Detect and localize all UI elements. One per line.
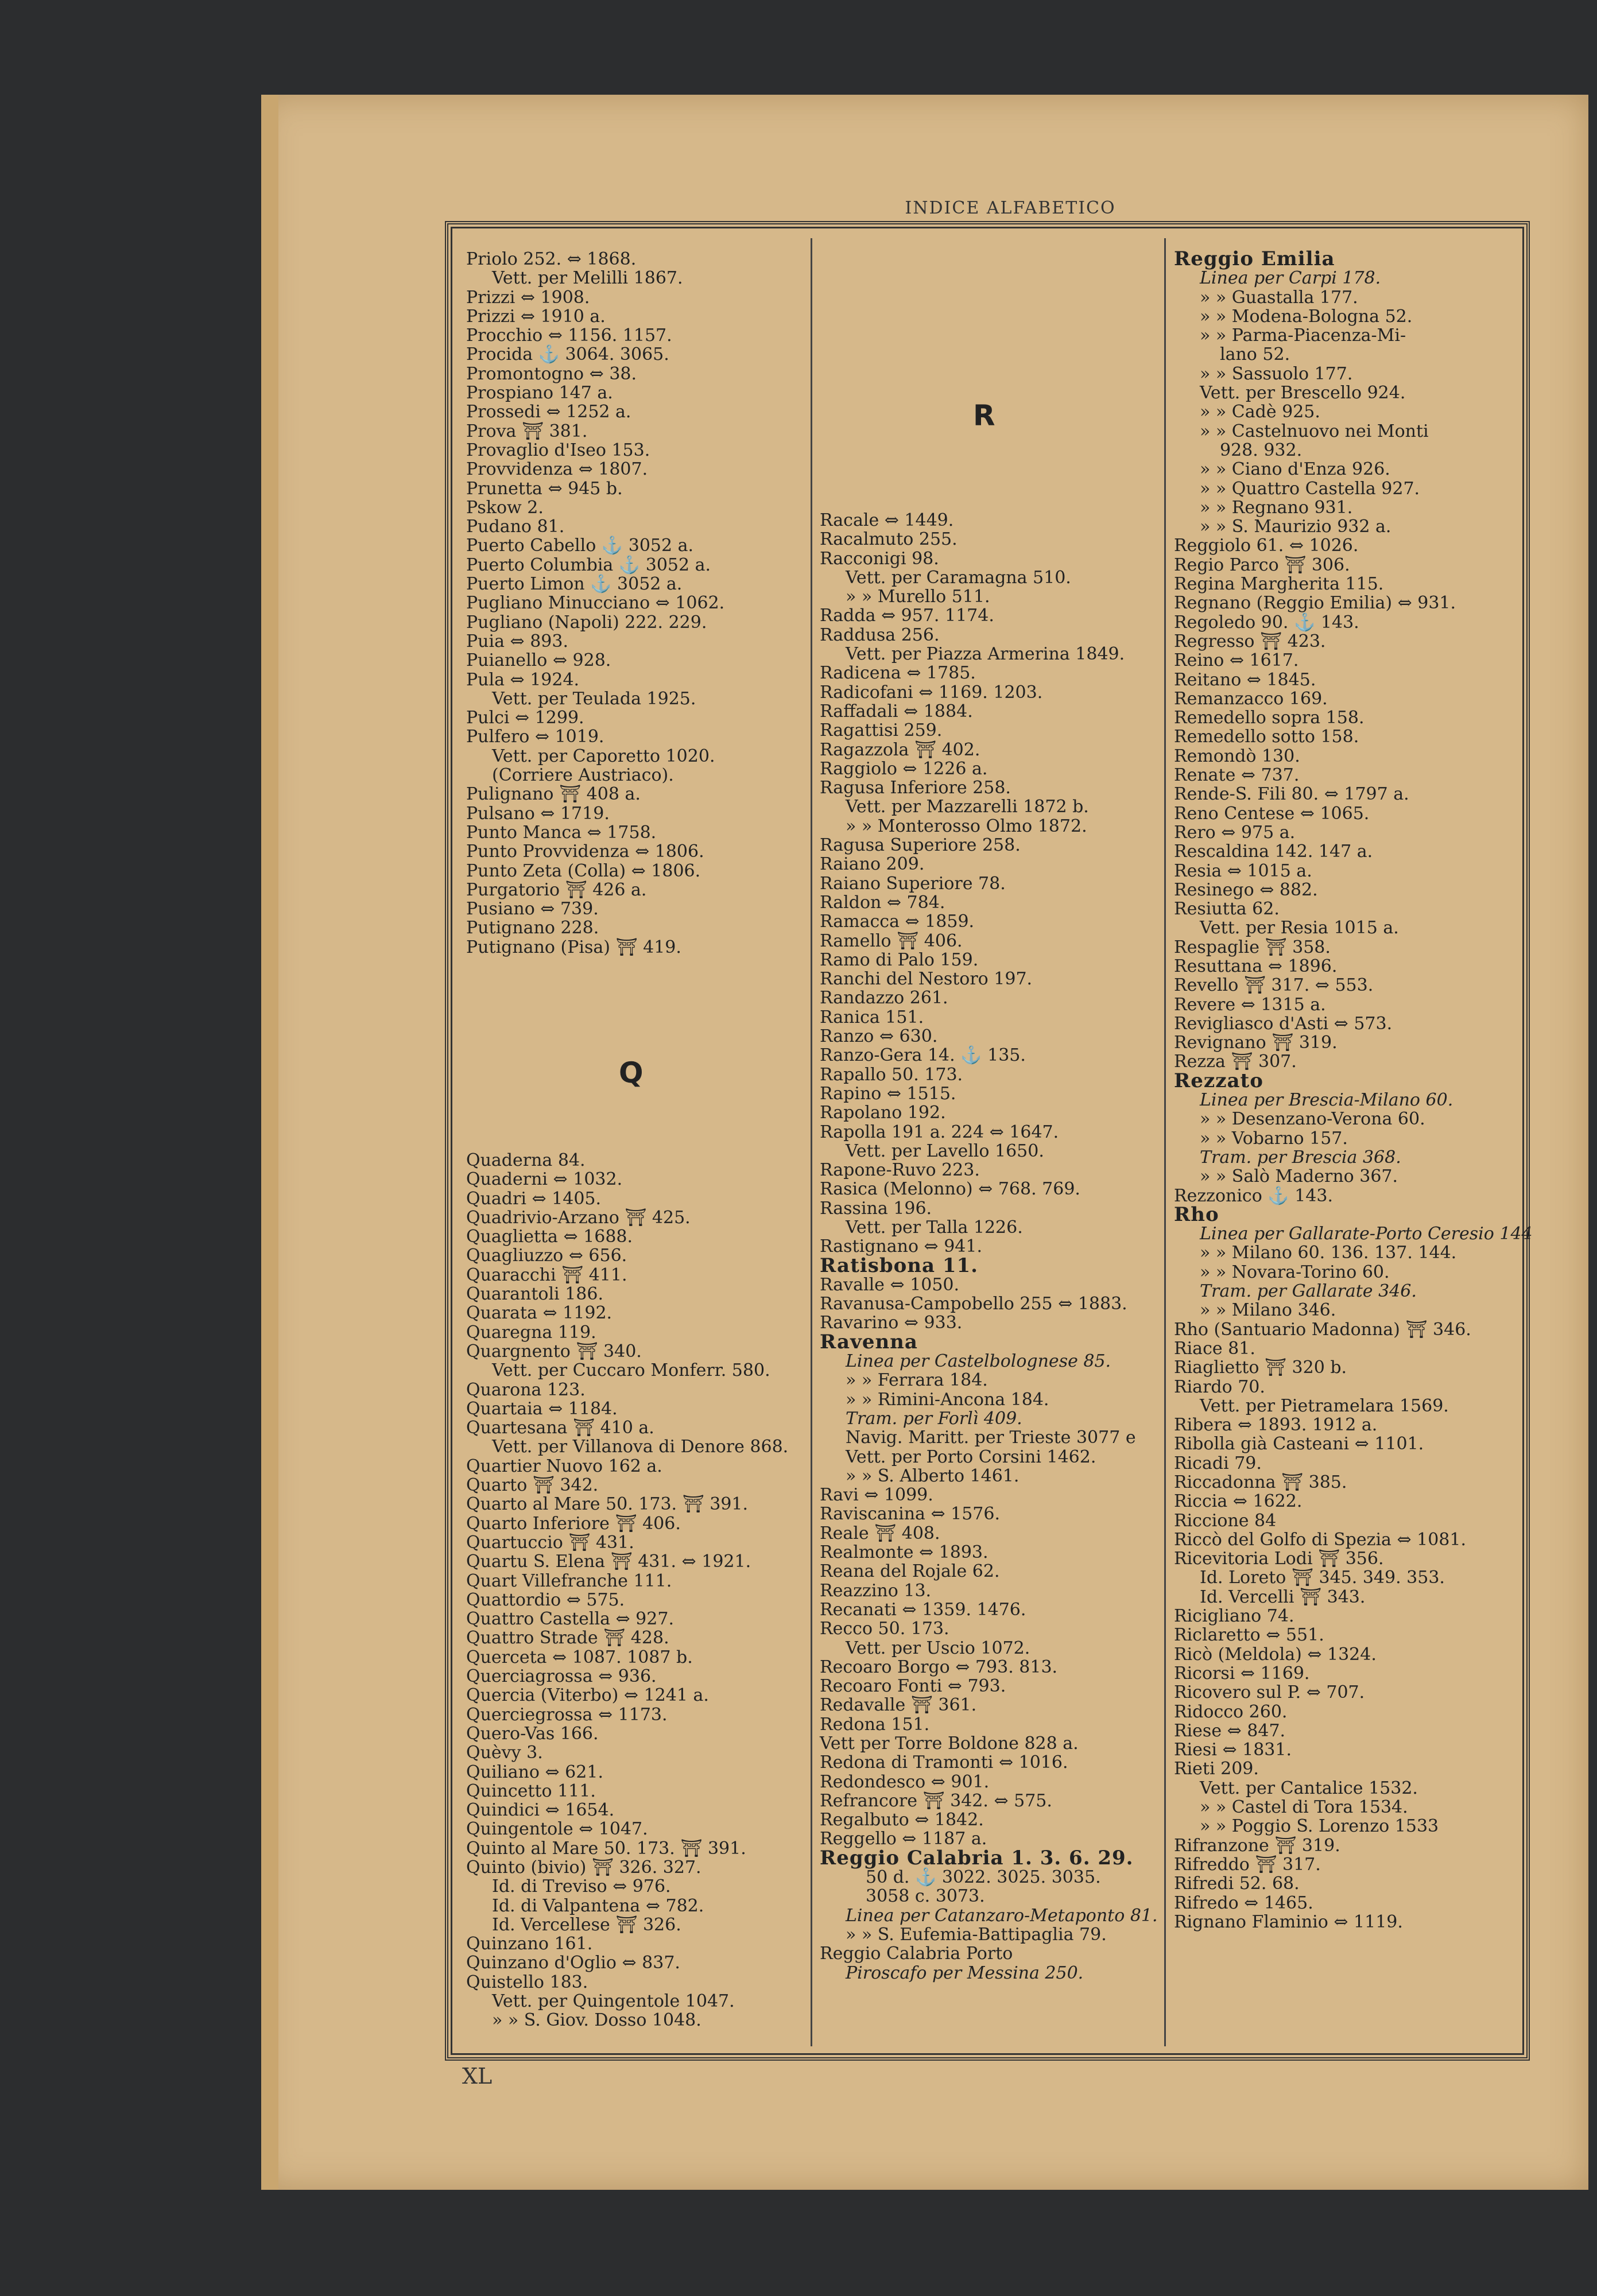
index-entry: Id. di Treviso ⇔ 976. <box>492 1876 671 1897</box>
index-entry: » » Parma-Piacenza-Mi- <box>1200 325 1406 346</box>
index-entry: » » Guastalla 177. <box>1200 287 1358 308</box>
index-entry: Quarto ⛩ 342. <box>466 1475 599 1496</box>
index-entry: Quarto Inferiore ⛩ 406. <box>466 1513 681 1534</box>
index-entry: Quinzano 161. <box>466 1934 593 1954</box>
index-entry: 928. 932. <box>1220 440 1303 460</box>
index-entry: Punto Manca ⇔ 1758. <box>466 822 657 843</box>
index-entry: Quercia (Viterbo) ⇔ 1241 a. <box>466 1685 709 1706</box>
section-letter-r: R <box>973 399 995 432</box>
index-entry: Quero-Vas 166. <box>466 1723 599 1744</box>
index-entry: Raddusa 256. <box>820 625 940 645</box>
index-entry: Revignano ⛩ 319. <box>1174 1033 1338 1053</box>
index-entry: Quattro Castella ⇔ 927. <box>466 1609 674 1630</box>
index-entry: » » Modena-Bologna 52. <box>1200 306 1413 327</box>
index-entry: Reale ⛩ 408. <box>820 1523 940 1543</box>
index-entry: Reino ⇔ 1617. <box>1174 650 1299 671</box>
index-entry: Id. Vercelli ⛩ 343. <box>1200 1587 1366 1607</box>
index-entry: Quiliano ⇔ 621. <box>466 1762 603 1782</box>
index-entry: Quinto (bivio) ⛩ 326. 327. <box>466 1857 701 1878</box>
index-entry: Riaglietto ⛩ 320 b. <box>1174 1358 1347 1378</box>
index-entry: Rasica (Melonno) ⇔ 768. 769. <box>820 1179 1080 1200</box>
index-entry: Vett. per Caporetto 1020. <box>492 746 715 766</box>
index-entry: Linea per Catanzaro-Metaponto 81. <box>846 1905 1158 1926</box>
index-entry: Ridocco 260. <box>1174 1701 1288 1722</box>
index-entry: Ramo di Palo 159. <box>820 949 979 970</box>
index-entry: Riesi ⇔ 1831. <box>1174 1740 1292 1760</box>
index-entry: Pusiano ⇔ 739. <box>466 899 599 920</box>
index-entry: Radicofani ⇔ 1169. 1203. <box>820 682 1043 703</box>
index-entry: Redona di Tramonti ⇔ 1016. <box>820 1752 1068 1773</box>
index-entry: Vett. per Uscio 1072. <box>846 1638 1030 1658</box>
index-entry: Rifreddo ⛩ 317. <box>1174 1854 1321 1875</box>
index-entry: Tram. per Gallarate 346. <box>1200 1281 1417 1302</box>
index-entry: Rezzato <box>1174 1069 1263 1092</box>
index-entry: Ricorsi ⇔ 1169. <box>1174 1663 1310 1684</box>
index-entry: Ranica 151. <box>820 1007 924 1027</box>
index-entry: Quindici ⇔ 1654. <box>466 1800 615 1821</box>
index-entry: Ramello ⛩ 406. <box>820 930 963 951</box>
index-entry: Racalmuto 255. <box>820 529 958 550</box>
index-entry: Riclaretto ⇔ 551. <box>1174 1625 1324 1646</box>
index-entry: Pula ⇔ 1924. <box>466 669 580 690</box>
index-entry: Quarantoli 186. <box>466 1284 603 1305</box>
page-header: INDICE ALFABETICO <box>905 198 1116 218</box>
index-entry: Recoaro Fonti ⇔ 793. <box>820 1676 1006 1697</box>
index-entry: Rastignano ⇔ 941. <box>820 1236 983 1257</box>
index-entry: Quadri ⇔ 1405. <box>466 1188 602 1209</box>
index-entry: Rende-S. Fili 80. ⇔ 1797 a. <box>1174 784 1409 805</box>
index-entry: Rezza ⛩ 307. <box>1174 1052 1297 1072</box>
index-entry: Id. Loreto ⛩ 345. 349. 353. <box>1200 1568 1445 1588</box>
index-entry: Ricadi 79. <box>1174 1453 1262 1473</box>
index-entry: Randazzo 261. <box>820 988 948 1009</box>
index-entry: » » Murello 511. <box>846 587 990 607</box>
index-entry: Rifranzone ⛩ 319. <box>1174 1835 1340 1856</box>
index-entry: Vett. per Melilli 1867. <box>492 268 683 289</box>
column-rule <box>811 238 812 2046</box>
index-entry: Vett. per Porto Corsini 1462. <box>846 1446 1096 1467</box>
index-entry: » » Ciano d'Enza 926. <box>1200 459 1390 480</box>
index-entry: Vett. per Lavello 1650. <box>846 1141 1044 1161</box>
index-entry: Vett. per Resia 1015 a. <box>1200 918 1399 938</box>
index-entry: Querciegrossa ⇔ 1173. <box>466 1704 668 1725</box>
index-entry: Regoledo 90. ⚓ 143. <box>1174 612 1359 633</box>
index-entry: Resia ⇔ 1015 a. <box>1174 860 1312 881</box>
index-entry: Quarto al Mare 50. 173. ⛩ 391. <box>466 1494 749 1515</box>
index-entry: Navig. Maritt. per Trieste 3077 e <box>846 1428 1136 1448</box>
index-entry: Tram. per Forlì 409. <box>846 1408 1022 1429</box>
index-entry: Ricigliano 74. <box>1174 1606 1294 1627</box>
index-entry: Quartuccio ⛩ 431. <box>466 1532 634 1553</box>
index-entry: Quartier Nuovo 162 a. <box>466 1456 662 1476</box>
index-entry: Id. di Valpantena ⇔ 782. <box>492 1895 704 1916</box>
index-entry: Riese ⇔ 847. <box>1174 1720 1286 1741</box>
index-entry: Ribera ⇔ 1893. 1912 a. <box>1174 1415 1378 1436</box>
index-entry: Punto Provvidenza ⇔ 1806. <box>466 841 704 862</box>
section-letter-q: Q <box>619 1056 644 1089</box>
index-entry: Ravi ⇔ 1099. <box>820 1485 933 1506</box>
index-entry: » » Castelnuovo nei Monti <box>1200 421 1429 441</box>
index-entry: Resinego ⇔ 882. <box>1174 879 1318 900</box>
index-entry: Reggio Calabria Porto <box>820 1944 1013 1964</box>
index-entry: Quartesana ⛩ 410 a. <box>466 1418 654 1438</box>
index-entry: Ragusa Inferiore 258. <box>820 778 1011 798</box>
index-entry: Remanzacco 169. <box>1174 688 1328 709</box>
index-entry: Vett. per Cuccaro Monferr. 580. <box>492 1360 770 1381</box>
index-entry: Id. Vercellese ⛩ 326. <box>492 1914 681 1935</box>
index-entry: Rifredo ⇔ 1465. <box>1174 1892 1313 1913</box>
index-column-1 <box>466 250 805 957</box>
index-entry: Promontogno ⇔ 38. <box>466 363 637 384</box>
index-entry: Racale ⇔ 1449. <box>820 510 954 530</box>
index-entry: Ranzo ⇔ 630. <box>820 1026 938 1047</box>
index-entry: Ragusa Superiore 258. <box>820 835 1021 856</box>
index-entry: » » Sassuolo 177. <box>1200 363 1353 384</box>
index-entry: Regresso ⛩ 423. <box>1174 631 1326 651</box>
index-entry: Provvidenza ⇔ 1807. <box>466 459 648 480</box>
index-entry: Quattro Strade ⛩ 428. <box>466 1628 669 1649</box>
index-entry: Linea per Brescia-Milano 60. <box>1200 1090 1453 1111</box>
page-edge <box>261 95 278 2190</box>
index-entry: Puia ⇔ 893. <box>466 631 568 651</box>
index-entry: Quistello 183. <box>466 1972 588 1992</box>
page-number: XL <box>462 2064 493 2089</box>
index-entry: » » Regnano 931. <box>1200 497 1353 518</box>
index-entry: Remondò 130. <box>1174 746 1300 766</box>
index-entry: Prizzi ⇔ 1910 a. <box>466 306 606 327</box>
index-entry: Vett. per Villanova di Denore 868. <box>492 1437 789 1457</box>
index-entry: Redavalle ⛩ 361. <box>820 1695 977 1716</box>
index-entry: Reana del Rojale 62. <box>820 1561 1000 1582</box>
index-entry: » » Ferrara 184. <box>846 1370 988 1391</box>
index-entry: Recanati ⇔ 1359. 1476. <box>820 1599 1026 1620</box>
index-entry: Raiano Superiore 78. <box>820 873 1006 894</box>
index-entry: » » Milano 346. <box>1200 1300 1336 1321</box>
index-entry: Puianello ⇔ 928. <box>466 650 611 671</box>
index-entry: Raviscanina ⇔ 1576. <box>820 1504 1001 1525</box>
index-entry: » » Rimini-Ancona 184. <box>846 1389 1049 1410</box>
index-entry: Remedello sotto 158. <box>1174 727 1359 747</box>
index-entry: Respaglie ⛩ 358. <box>1174 937 1331 957</box>
index-entry: Querciagrossa ⇔ 936. <box>466 1666 657 1687</box>
index-entry: Raldon ⇔ 784. <box>820 892 945 913</box>
index-entry: Riardo 70. <box>1174 1376 1265 1397</box>
index-entry: Pulsano ⇔ 1719. <box>466 803 610 824</box>
index-entry: Reitano ⇔ 1845. <box>1174 669 1316 690</box>
index-entry: Vett. per Caramagna 510. <box>846 567 1071 588</box>
index-entry: Pugliano Minucciano ⇔ 1062. <box>466 593 725 614</box>
index-column-1-q <box>466 1151 805 2030</box>
index-entry: Ravenna <box>820 1330 918 1353</box>
index-entry: Rezzonico ⚓ 143. <box>1174 1185 1334 1206</box>
index-entry: Querceta ⇔ 1087. 1087 b. <box>466 1647 693 1667</box>
index-entry: Quartaia ⇔ 1184. <box>466 1398 618 1419</box>
index-entry: » » Cadè 925. <box>1200 402 1320 422</box>
index-entry: Ranchi del Nestoro 197. <box>820 969 1033 990</box>
index-entry: Quartu S. Elena ⛩ 431. ⇔ 1921. <box>466 1552 751 1572</box>
index-entry: Radicena ⇔ 1785. <box>820 663 976 684</box>
index-entry: Procida ⚓ 3064. 3065. <box>466 344 669 365</box>
index-entry: Quaregna 119. <box>466 1322 596 1343</box>
index-entry: Ribolla già Casteani ⇔ 1101. <box>1174 1434 1424 1455</box>
index-entry: Ragazzola ⛩ 402. <box>820 739 980 760</box>
index-entry: Quarona 123. <box>466 1379 586 1400</box>
index-entry: Ravalle ⇔ 1050. <box>820 1274 960 1295</box>
index-entry: Quaracchi ⛩ 411. <box>466 1265 627 1285</box>
index-entry: Putignano 228. <box>466 918 599 938</box>
index-entry: Quaderni ⇔ 1032. <box>466 1169 623 1190</box>
index-entry: Linea per Castelbolognese 85. <box>846 1351 1111 1372</box>
index-entry: Rifredi 52. 68. <box>1174 1874 1300 1894</box>
index-entry: Revere ⇔ 1315 a. <box>1174 994 1326 1015</box>
index-entry: Recoaro Borgo ⇔ 793. 813. <box>820 1657 1058 1677</box>
index-entry: Ramacca ⇔ 1859. <box>820 912 975 932</box>
index-entry: Regina Margherita 115. <box>1174 574 1384 595</box>
index-entry: Reno Centese ⇔ 1065. <box>1174 803 1370 824</box>
index-entry: Quaderna 84. <box>466 1150 586 1170</box>
index-entry: Vett. per Pietramelara 1569. <box>1200 1395 1449 1416</box>
index-entry: Ricò (Meldola) ⇔ 1324. <box>1174 1644 1377 1665</box>
index-entry: Rapone-Ruvo 223. <box>820 1160 980 1181</box>
index-entry: 3058 c. 3073. <box>866 1886 985 1907</box>
index-column-3 <box>1174 247 1533 1932</box>
index-entry: Rapolano 192. <box>820 1103 946 1123</box>
index-entry: Raiano 209. <box>820 854 925 875</box>
index-entry: Vett. per Quingentole 1047. <box>492 1991 735 2012</box>
index-entry: Riccadonna ⛩ 385. <box>1174 1472 1347 1492</box>
index-entry: » » Novara-Torino 60. <box>1200 1262 1390 1282</box>
index-entry: Pulignano ⛩ 408 a. <box>466 784 641 805</box>
index-entry: Ratisbona 11. <box>820 1254 979 1277</box>
index-entry: lano 52. <box>1220 344 1290 365</box>
index-entry: Puerto Limon ⚓ 3052 a. <box>466 574 683 595</box>
index-entry: Raffadali ⇔ 1884. <box>820 701 973 722</box>
index-entry: Vett. per Brescello 924. <box>1200 383 1406 404</box>
index-entry: Riccò del Golfo di Spezia ⇔ 1081. <box>1174 1529 1467 1550</box>
index-entry: Purgatorio ⛩ 426 a. <box>466 879 647 900</box>
index-entry: Vett. per Mazzarelli 1872 b. <box>846 797 1089 817</box>
index-entry: Reazzino 13. <box>820 1580 932 1601</box>
index-entry: Rapallo 50. 173. <box>820 1064 963 1085</box>
index-entry: Rapolla 191 a. 224 ⇔ 1647. <box>820 1122 1059 1142</box>
index-entry: Pulci ⇔ 1299. <box>466 708 584 728</box>
index-entry: Ricevitoria Lodi ⛩ 356. <box>1174 1549 1384 1569</box>
index-entry: Quattordio ⇔ 575. <box>466 1589 625 1610</box>
index-entry: Radda ⇔ 957. 1174. <box>820 606 994 626</box>
index-entry: Resiutta 62. <box>1174 899 1280 920</box>
index-entry: » » Poggio S. Lorenzo 1533 <box>1200 1816 1439 1837</box>
index-entry: Ranzo-Gera 14. ⚓ 135. <box>820 1045 1026 1066</box>
index-entry: Rho (Santuario Madonna) ⛩ 346. <box>1174 1319 1471 1340</box>
index-entry: » » Milano 60. 136. 137. 144. <box>1200 1243 1457 1263</box>
index-entry: Rero ⇔ 975 a. <box>1174 822 1296 843</box>
index-entry: Rignano Flaminio ⇔ 1119. <box>1174 1911 1403 1932</box>
index-entry: Racconigi 98. <box>820 548 939 569</box>
index-entry: Procchio ⇔ 1156. 1157. <box>466 325 672 346</box>
index-entry: Puerto Cabello ⚓ 3052 a. <box>466 536 694 556</box>
index-entry: Ricovero sul P. ⇔ 707. <box>1174 1682 1365 1703</box>
index-entry: » » S. Alberto 1461. <box>846 1465 1020 1486</box>
index-entry: Vett. per Piazza Armerina 1849. <box>846 644 1125 665</box>
index-entry: Ravanusa-Campobello 255 ⇔ 1883. <box>820 1294 1127 1314</box>
index-entry: 50 d. ⚓ 3022. 3025. 3035. <box>866 1867 1101 1888</box>
index-entry: Priolo 252. ⇔ 1868. <box>466 249 637 269</box>
index-entry: Rapino ⇔ 1515. <box>820 1083 956 1104</box>
index-entry: Regalbuto ⇔ 1842. <box>820 1810 984 1830</box>
index-entry: Rieti 209. <box>1174 1759 1259 1779</box>
index-entry: » » Castel di Tora 1534. <box>1200 1797 1408 1818</box>
index-entry: Reggio Emilia <box>1174 247 1335 270</box>
column-rule <box>1164 238 1166 2046</box>
index-entry: Raggiolo ⇔ 1226 a. <box>820 758 988 779</box>
index-entry: Prizzi ⇔ 1908. <box>466 287 590 308</box>
index-entry: Quinzano d'Oglio ⇔ 837. <box>466 1953 680 1973</box>
index-entry: Revello ⛩ 317. ⇔ 553. <box>1174 975 1374 996</box>
index-entry: Vett. per Cantalice 1532. <box>1200 1778 1418 1798</box>
index-entry: » » S. Eufemia-Battipaglia 79. <box>846 1924 1107 1945</box>
index-entry: » » Desenzano-Verona 60. <box>1200 1109 1425 1130</box>
index-entry: Rescaldina 142. 147 a. <box>1174 841 1373 862</box>
index-entry: Pugliano (Napoli) 222. 229. <box>466 612 707 633</box>
index-entry: Prova ⛩ 381. <box>466 421 588 441</box>
index-entry: Renate ⇔ 737. <box>1174 765 1300 786</box>
index-entry: Reggio Calabria 1. 3. 6. 29. <box>820 1846 1134 1870</box>
index-entry: Prossedi ⇔ 1252 a. <box>466 402 631 422</box>
index-entry: » » S. Maurizio 932 a. <box>1200 517 1391 537</box>
index-entry: Resuttana ⇔ 1896. <box>1174 956 1338 976</box>
index-entry: Linea per Gallarate-Porto Ceresio 144 <box>1200 1224 1533 1244</box>
index-entry: (Corriere Austriaco). <box>492 765 674 786</box>
index-entry: Quargnento ⛩ 340. <box>466 1341 642 1362</box>
index-entry: Regio Parco ⛩ 306. <box>1174 554 1350 575</box>
index-entry: Linea per Carpi 178. <box>1200 268 1381 289</box>
index-entry: Pskow 2. <box>466 497 544 518</box>
index-entry: Redona 151. <box>820 1714 930 1735</box>
index-entry: Ravarino ⇔ 933. <box>820 1313 963 1333</box>
index-entry: Quart Villefranche 111. <box>466 1570 672 1591</box>
index-entry: Puerto Columbia ⚓ 3052 a. <box>466 554 711 575</box>
index-entry: Vett. per Teulada 1925. <box>492 688 696 709</box>
index-entry: Prunetta ⇔ 945 b. <box>466 478 623 499</box>
index-entry: Tram. per Brescia 368. <box>1200 1147 1401 1168</box>
index-entry: Quincetto 111. <box>466 1781 596 1801</box>
index-entry: Reggello ⇔ 1187 a. <box>820 1829 987 1849</box>
index-entry: Riace 81. <box>1174 1338 1255 1359</box>
index-entry: » » Salò Maderno 367. <box>1200 1166 1398 1187</box>
index-entry: Vett per Torre Boldone 828 a. <box>820 1733 1079 1754</box>
index-entry: » » S. Giov. Dosso 1048. <box>492 2010 701 2031</box>
index-entry: Quinto al Mare 50. 173. ⛩ 391. <box>466 1838 746 1859</box>
index-entry: Piroscafo per Messina 250. <box>846 1963 1084 1983</box>
index-entry: Rho <box>1174 1203 1219 1226</box>
index-entry: Riccione 84 <box>1174 1510 1277 1531</box>
index-column-2 <box>820 511 1164 1983</box>
index-entry: Vett. per Talla 1226. <box>846 1217 1023 1238</box>
index-entry: » » Vobarno 157. <box>1200 1128 1348 1149</box>
index-entry: Riccia ⇔ 1622. <box>1174 1491 1303 1512</box>
index-entry: Quaglietta ⇔ 1688. <box>466 1227 633 1247</box>
index-entry: Realmonte ⇔ 1893. <box>820 1542 989 1563</box>
index-entry: Regnano (Reggio Emilia) ⇔ 931. <box>1174 593 1456 614</box>
index-entry: Revigliasco d'Asti ⇔ 573. <box>1174 1013 1393 1034</box>
index-entry: Recco 50. 173. <box>820 1619 949 1639</box>
index-entry: Quèvy 3. <box>466 1743 543 1763</box>
index-entry: Quarata ⇔ 1192. <box>466 1303 613 1324</box>
index-entry: Redondesco ⇔ 901. <box>820 1771 990 1792</box>
index-entry: Quagliuzzo ⇔ 656. <box>466 1246 627 1266</box>
index-entry: Remedello sopra 158. <box>1174 708 1365 728</box>
index-entry: Putignano (Pisa) ⛩ 419. <box>466 937 681 957</box>
index-entry: Refrancore ⛩ 342. ⇔ 575. <box>820 1790 1052 1811</box>
index-entry: » » Quattro Castella 927. <box>1200 478 1420 499</box>
index-entry: Pulfero ⇔ 1019. <box>466 727 604 747</box>
index-entry: Pudano 81. <box>466 517 565 537</box>
index-entry: Quadrivio-Arzano ⛩ 425. <box>466 1207 691 1228</box>
index-entry: Prospiano 147 a. <box>466 383 613 404</box>
index-entry: Punto Zeta (Colla) ⇔ 1806. <box>466 860 701 881</box>
index-entry: Ragattisi 259. <box>820 720 943 741</box>
index-entry: Provaglio d'Iseo 153. <box>466 440 650 460</box>
index-entry: » » Monterosso Olmo 1872. <box>846 816 1087 836</box>
index-entry: Quingentole ⇔ 1047. <box>466 1819 648 1840</box>
index-entry: Rassina 196. <box>820 1198 932 1219</box>
index-entry: Reggiolo 61. ⇔ 1026. <box>1174 536 1359 556</box>
